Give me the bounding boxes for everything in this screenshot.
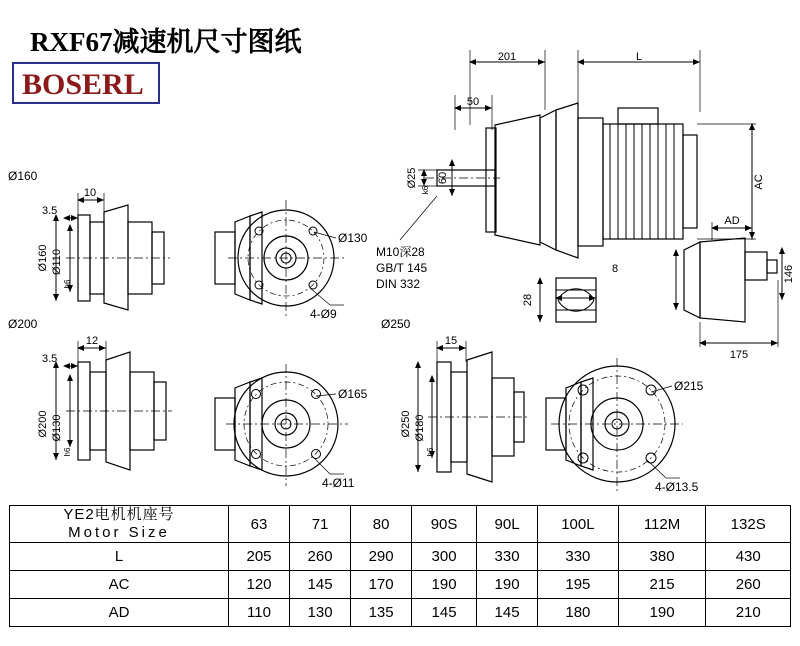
flange250-pitch-dia: Ø215 bbox=[674, 379, 704, 393]
table-cell: 190 bbox=[412, 571, 477, 599]
table-header-row bbox=[10, 506, 791, 543]
flange250-title: Ø250 bbox=[381, 317, 411, 331]
key-width-label: 8 bbox=[611, 263, 619, 275]
table-cell: 300 bbox=[412, 543, 477, 571]
page-title: RXF67减速机尺寸图纸 bbox=[30, 27, 302, 57]
table-cell: 145 bbox=[412, 599, 477, 627]
thread-note-line1: M10深28 bbox=[376, 245, 425, 259]
flange160-holes: 4-Ø9 bbox=[310, 307, 337, 321]
table-cell: 145 bbox=[290, 571, 351, 599]
column-header: 100L bbox=[538, 506, 619, 543]
table-cell: 170 bbox=[351, 571, 412, 599]
row-label: AD bbox=[10, 599, 229, 627]
table-cell: 135 bbox=[351, 599, 412, 627]
flange200-dim12: 12 bbox=[85, 335, 99, 347]
flange250-holes: 4-Ø13.5 bbox=[655, 480, 699, 494]
dim-50-label: 50 bbox=[466, 96, 480, 108]
table-header-cell bbox=[10, 506, 229, 543]
table-cell: 145 bbox=[477, 599, 538, 627]
shaft-dia-label: Ø25 bbox=[406, 167, 418, 189]
table-cell: 290 bbox=[351, 543, 412, 571]
table-cell: 110 bbox=[229, 599, 290, 627]
dim-175-label: 175 bbox=[729, 349, 749, 361]
table-header-line2: Motor Size bbox=[68, 524, 170, 541]
table-cell: 210 bbox=[706, 599, 791, 627]
flange200-title: Ø200 bbox=[8, 317, 38, 331]
flange250-bolt-tol: h6 bbox=[426, 447, 435, 457]
row-label: AC bbox=[10, 571, 229, 599]
flange160-pitch-dia: Ø130 bbox=[338, 231, 368, 245]
logo-text: BOSERL bbox=[22, 68, 144, 101]
table-row bbox=[10, 571, 791, 599]
column-header: 63 bbox=[229, 506, 290, 543]
table-cell: 190 bbox=[477, 571, 538, 599]
table-cell: 260 bbox=[706, 571, 791, 599]
flange250-dim15: 15 bbox=[444, 335, 458, 347]
dim-146-label: 146 bbox=[783, 264, 795, 284]
flange160-outer-dia: Ø160 bbox=[37, 244, 49, 272]
table-row bbox=[10, 543, 791, 571]
thread-note-line3: DIN 332 bbox=[376, 277, 421, 291]
flange200-outer-dia: Ø200 bbox=[37, 410, 49, 438]
table-cell: 430 bbox=[706, 543, 791, 571]
thread-note-line2: GB/T 145 bbox=[376, 261, 428, 275]
table-cell: 120 bbox=[229, 571, 290, 599]
ad-label: AD bbox=[724, 215, 740, 227]
flange160-dim10: 10 bbox=[83, 187, 97, 199]
flange200-bolt-tol: h6 bbox=[63, 447, 72, 457]
flange200-bolt-dia: Ø130 bbox=[51, 414, 63, 442]
table-cell: 130 bbox=[290, 599, 351, 627]
motor-size-table bbox=[9, 505, 791, 627]
table-cell: 380 bbox=[618, 543, 706, 571]
key-depth-label: 28 bbox=[522, 293, 534, 307]
column-header: 90L bbox=[477, 506, 538, 543]
table-cell: 260 bbox=[290, 543, 351, 571]
column-header: 71 bbox=[290, 506, 351, 543]
table-row bbox=[10, 599, 791, 627]
ac-label: AC bbox=[753, 174, 765, 190]
flange160-dim35: 3.5 bbox=[42, 205, 58, 217]
table-cell: 190 bbox=[618, 599, 706, 627]
shaft-tol-label: k6 bbox=[421, 185, 430, 195]
flange160-bolt-dia: Ø110 bbox=[51, 248, 63, 276]
table-cell: 205 bbox=[229, 543, 290, 571]
flange250-bolt-dia: Ø180 bbox=[414, 414, 426, 442]
flange160-title: Ø160 bbox=[8, 169, 38, 183]
table-cell: 215 bbox=[618, 571, 706, 599]
flange250-outer-dia: Ø250 bbox=[400, 410, 412, 438]
shaft-len-label: 60 bbox=[437, 171, 449, 185]
flange200-pitch-dia: Ø165 bbox=[338, 387, 368, 401]
table-header-line1: YE2电机机座号 bbox=[63, 506, 175, 523]
table-cell: 195 bbox=[538, 571, 619, 599]
flange200-holes: 4-Ø11 bbox=[322, 476, 355, 490]
column-header: 132S bbox=[706, 506, 791, 543]
column-header: 90S bbox=[412, 506, 477, 543]
dim-L-label: L bbox=[635, 51, 643, 63]
table-cell: 180 bbox=[538, 599, 619, 627]
column-header: 112M bbox=[618, 506, 706, 543]
flange200-dim35: 3.5 bbox=[42, 353, 58, 365]
column-header: 80 bbox=[351, 506, 412, 543]
row-label: L bbox=[10, 543, 229, 571]
flange160-bolt-tol: h6 bbox=[63, 279, 72, 289]
table-cell: 330 bbox=[477, 543, 538, 571]
table-cell: 330 bbox=[538, 543, 619, 571]
dim-201-label: 201 bbox=[497, 51, 517, 63]
